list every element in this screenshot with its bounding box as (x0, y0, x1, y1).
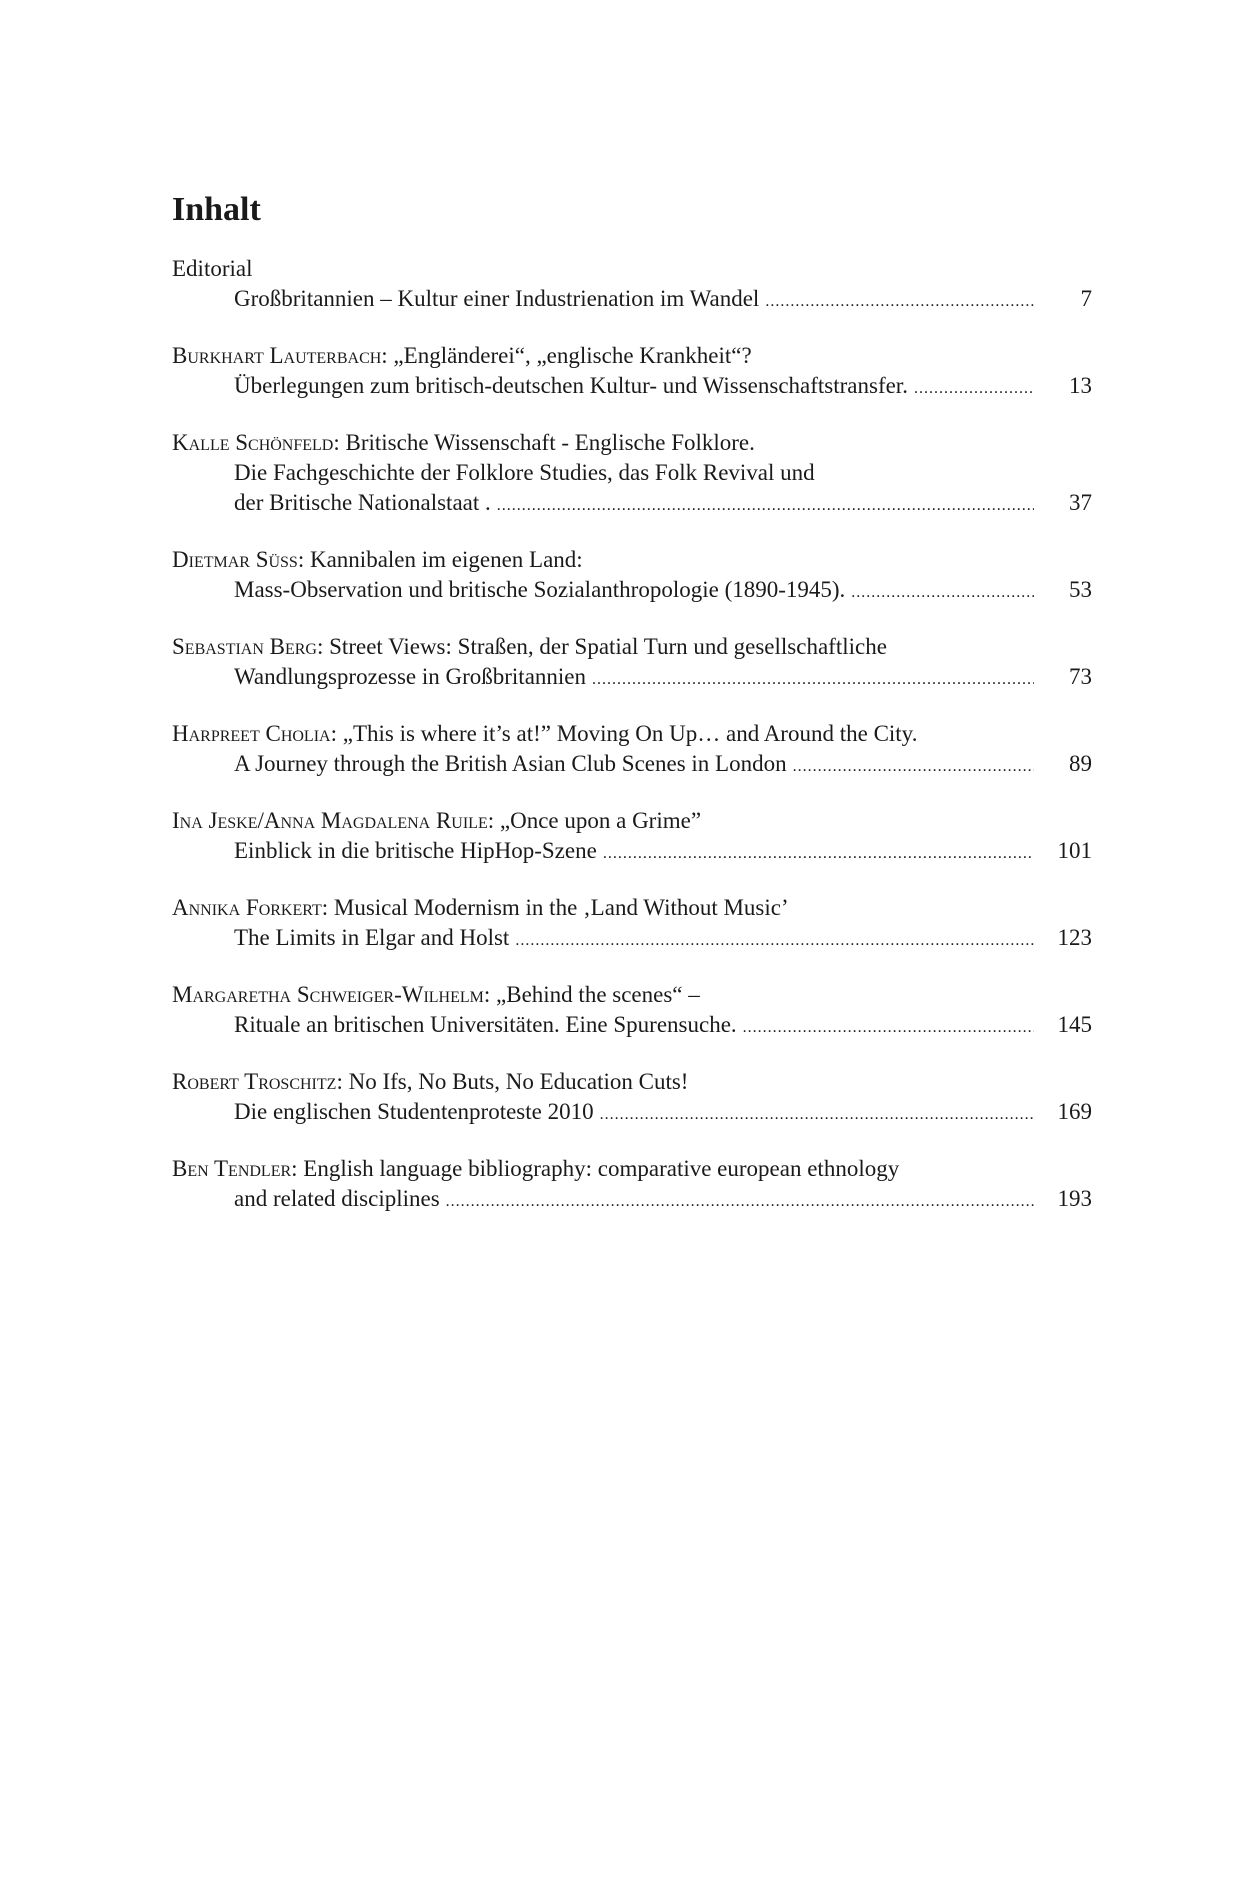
toc-entry (172, 719, 1092, 782)
toc-page-number: 145 (1057, 1012, 1092, 1037)
toc-entry-final-line (172, 1097, 1092, 1130)
toc-entry-final-line (172, 575, 1092, 608)
page-title: Inhalt (172, 191, 261, 228)
dot-leader (497, 491, 1034, 521)
toc-title-middle: Die Fachgeschichte der Folklore Studies, das Folk Revival und (234, 460, 815, 485)
toc-title-last: der Britische Nationalstaat . (234, 490, 491, 515)
toc-entry (172, 341, 1092, 404)
dot-leader (743, 1013, 1034, 1043)
toc-page-number: 89 (1069, 751, 1092, 776)
toc-entry-final-line (172, 836, 1092, 869)
dot-leader (515, 926, 1034, 956)
toc-entry (172, 632, 1092, 695)
dot-leader (592, 665, 1034, 695)
toc-entry-final-line (172, 1184, 1092, 1217)
toc-entry-heading (172, 719, 1092, 749)
dot-leader (793, 752, 1034, 782)
toc-title-last: Wandlungsprozesse in Großbritannien (234, 664, 587, 689)
toc-entry (172, 980, 1092, 1043)
toc-author: Annika Forkert (172, 895, 322, 920)
toc-entry-heading (172, 545, 1092, 575)
toc-author: Robert Troschitz (172, 1069, 337, 1094)
dot-leader (446, 1187, 1034, 1217)
toc-title-last: Überlegungen zum britisch-deutschen Kultur- und Wissenschaftstransfer. (234, 373, 908, 398)
dot-leader (914, 374, 1034, 404)
toc-title-last: and related disciplines (234, 1186, 440, 1211)
toc-page-number: 169 (1057, 1099, 1092, 1124)
toc-title-first: : No Ifs, No Buts, No Education Cuts! (336, 1069, 689, 1094)
toc-title-first: : „This is where it’s at!” Moving On Up… and Around the City. (330, 721, 918, 746)
toc-entry-heading (172, 1067, 1092, 1097)
toc-page-number: 73 (1069, 664, 1092, 689)
toc-entry-heading (172, 893, 1092, 923)
toc-title-first: : English language bibliography: comparative european ethnology (291, 1156, 900, 1181)
toc-entry-final-line (172, 749, 1092, 782)
toc-entry (172, 428, 1092, 521)
toc-author: Dietmar Süß (172, 547, 298, 572)
toc-author: Ben Tendler (172, 1156, 292, 1181)
toc-title-first: : Street Views: Straßen, der Spatial Turn und gesellschaftliche (317, 634, 887, 659)
dot-leader (765, 287, 1034, 317)
toc-entry-heading (172, 341, 1092, 371)
toc-page-number: 7 (1080, 286, 1092, 311)
dot-leader (603, 839, 1034, 869)
toc-title-first: : Musical Modernism in the ‚Land Without Music’ (321, 895, 789, 920)
toc-page-number: 53 (1069, 577, 1092, 602)
toc-author: Burkhart Lauterbach (172, 343, 382, 368)
toc-entry (172, 893, 1092, 956)
toc-entry (172, 1154, 1092, 1217)
toc-author: Kalle Schönfeld (172, 430, 334, 455)
toc-entry (172, 1067, 1092, 1130)
toc-title-last: A Journey through the British Asian Club Scenes in London (234, 751, 787, 776)
toc-entry-final-line (172, 1010, 1092, 1043)
table-of-contents (172, 190, 1092, 1241)
toc-title-last: The Limits in Elgar and Holst (234, 925, 510, 950)
toc-author: Margaretha Schweiger-Wilhelm (172, 982, 484, 1007)
toc-page-number: 13 (1069, 373, 1092, 398)
toc-title-first: : „Behind the scenes“ – (483, 982, 700, 1007)
toc-entry-final-line (172, 662, 1092, 695)
toc-author: Ina Jeske/Anna Magdalena Ruile (172, 808, 488, 833)
toc-entry-final-line (172, 371, 1092, 404)
toc-title-first: : Kannibalen im eigenen Land: (297, 547, 583, 572)
toc-author: Sebastian Berg (172, 634, 317, 659)
toc-title-first: : Britische Wissenschaft - Englische Folklore. (333, 430, 755, 455)
toc-entry-final-line (172, 923, 1092, 956)
toc-title-last: Rituale an britischen Universitäten. Eine Spurensuche. (234, 1012, 737, 1037)
toc-title-first: : „Engländerei“, „englische Krankheit“? (381, 343, 752, 368)
toc-page-number: 101 (1057, 838, 1092, 863)
toc-title-first: : „Once upon a Grime” (487, 808, 702, 833)
toc-entry-heading (172, 1154, 1092, 1184)
toc-entry-heading (172, 632, 1092, 662)
dot-leader (851, 578, 1034, 608)
toc-title-last: Die englischen Studentenproteste 2010 (234, 1099, 594, 1124)
toc-page-number: 37 (1069, 490, 1092, 515)
toc-entry-heading (172, 428, 1092, 458)
toc-entry-heading (172, 806, 1092, 836)
toc-entry-heading (172, 980, 1092, 1010)
toc-entry-final-line (172, 284, 1092, 317)
toc-page-number: 123 (1057, 925, 1092, 950)
toc-entry-heading (172, 254, 1092, 284)
toc-title-last: Mass-Observation und britische Sozialanthropologie (1890-1945). (234, 577, 846, 602)
toc-title-first: Editorial (172, 256, 253, 281)
toc-author: Harpreet Cholia (172, 721, 331, 746)
toc-entry (172, 545, 1092, 608)
toc-entry-final-line (172, 488, 1092, 521)
toc-entry (172, 254, 1092, 317)
toc-entry (172, 806, 1092, 869)
toc-page-number: 193 (1057, 1186, 1092, 1211)
toc-title-last: Großbritannien – Kultur einer Industrienation im Wandel (234, 286, 760, 311)
dot-leader (600, 1100, 1034, 1130)
toc-title-last: Einblick in die britische HipHop-Szene (234, 838, 597, 863)
